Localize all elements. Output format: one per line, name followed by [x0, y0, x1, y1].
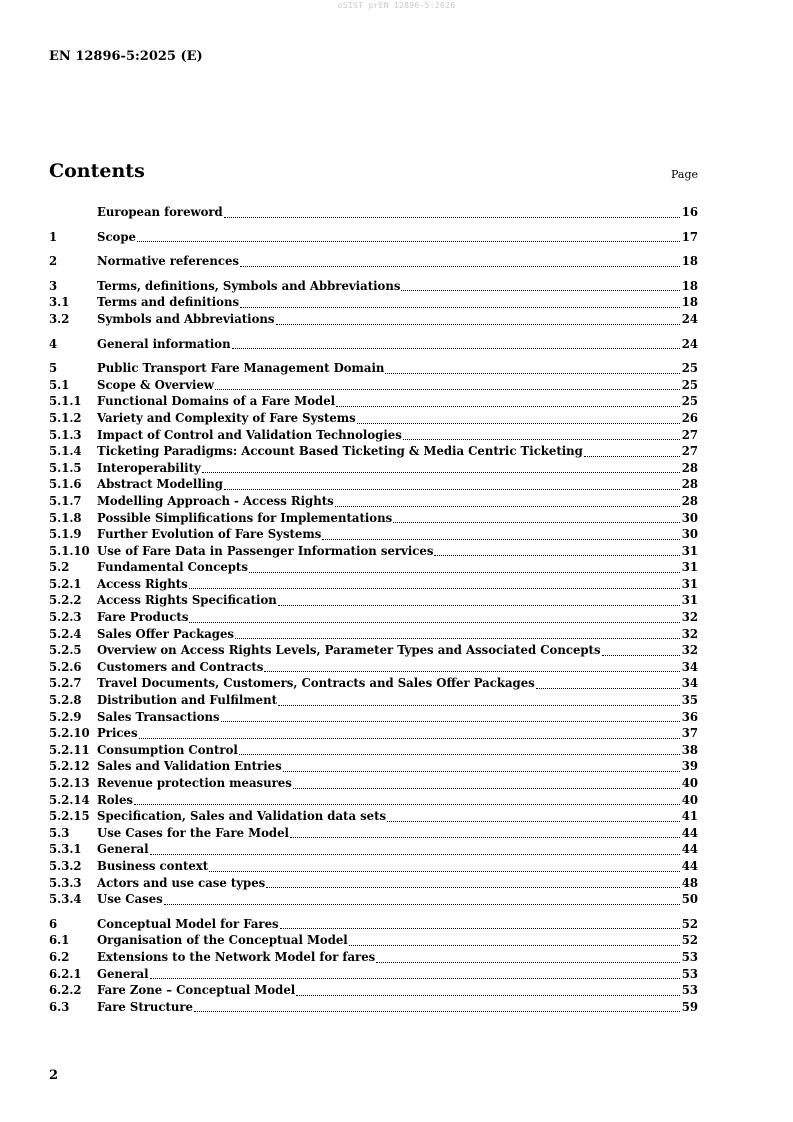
toc-entry-title: Fare Products [97, 610, 189, 625]
toc-entry-number: 5.2.2 [49, 593, 82, 608]
toc-entry[interactable] [49, 825, 698, 842]
toc-entry-title: Terms, definitions, Symbols and Abbreviations [97, 278, 401, 293]
toc-entry[interactable] [49, 841, 698, 858]
toc-dot-leader [602, 655, 680, 656]
toc-dot-leader [239, 754, 680, 755]
toc-dot-leader [376, 962, 680, 963]
toc-entry-title: Conceptual Model for Fares [97, 916, 279, 931]
toc-entry-page: 31 [681, 576, 698, 591]
toc-entry-number: 5.2.7 [49, 676, 82, 691]
toc-entry-page: 30 [681, 527, 698, 542]
toc-entry[interactable] [49, 675, 698, 692]
toc-entry[interactable] [49, 510, 698, 527]
toc-entry-title: Distribution and Fulfilment [97, 693, 277, 708]
toc-entry-page: 53 [681, 949, 698, 964]
toc-dot-leader [194, 1011, 680, 1012]
toc-entry-title: Roles [97, 792, 133, 807]
toc-entry[interactable] [49, 775, 698, 792]
page-number: 2 [49, 1068, 59, 1083]
toc-entry-number: 5.2.11 [49, 742, 90, 757]
toc-entry-title: Customers and Contracts [97, 659, 264, 674]
toc-entry-number: 2 [49, 254, 58, 269]
toc-entry-title: Use Cases for the Fare Model [97, 825, 289, 840]
toc-entry-page: 36 [681, 709, 698, 724]
toc-entry-number: 5.2 [49, 560, 70, 575]
toc-entry-number: 5.2.8 [49, 693, 82, 708]
toc-entry-page: 31 [681, 543, 698, 558]
toc-dot-leader [296, 995, 680, 996]
toc-entry-title: Public Transport Fare Management Domain [97, 361, 385, 376]
toc-entry-title: Normative references [97, 254, 239, 269]
toc-entry-number: 6.2.1 [49, 966, 82, 981]
toc-entry-number: 3 [49, 278, 58, 293]
toc-dot-leader [385, 373, 679, 374]
toc-entry-title: Consumption Control [97, 742, 238, 757]
toc-entry-number: 5.1.9 [49, 527, 82, 542]
toc-entry-title: Sales Offer Packages [97, 626, 234, 641]
toc-entry-page: 44 [681, 858, 698, 873]
toc-entry-title: Scope [97, 229, 136, 244]
toc-entry-page: 28 [681, 460, 698, 475]
toc-entry-title: Modelling Approach - Access Rights [97, 493, 334, 508]
toc-entry-title: Further Evolution of Fare Systems [97, 527, 322, 542]
toc-dot-leader [249, 572, 680, 573]
toc-entry-page: 31 [681, 560, 698, 575]
toc-entry[interactable] [49, 916, 698, 933]
toc-entry-title: Variety and Complexity of Fare Systems [97, 410, 356, 425]
toc-entry-number: 3.1 [49, 295, 70, 310]
toc-entry-number: 5.2.14 [49, 792, 90, 807]
toc-dot-leader [215, 389, 680, 390]
toc-entry-number: 5.2.15 [49, 809, 90, 824]
toc-entry-title: Symbols and Abbreviations [97, 311, 275, 326]
toc-entry-number: 6.2.2 [49, 983, 82, 998]
toc-entry-title: Ticketing Paradigms: Account Based Ticketing & Media Centric Ticketing [97, 444, 583, 459]
toc-dot-leader [224, 217, 680, 218]
toc-entry-title: Use of Fare Data in Passenger Information services [97, 543, 434, 558]
toc-dot-leader [387, 821, 680, 822]
toc-entry[interactable] [49, 592, 698, 609]
toc-entry-title: Possible Simplifications for Implementations [97, 510, 393, 525]
toc-entry-number: 6.2 [49, 949, 70, 964]
toc-entry[interactable] [49, 377, 698, 394]
toc-dot-leader [322, 539, 679, 540]
toc-entry-number: 5.1.3 [49, 427, 82, 442]
toc-entry-title: Fundamental Concepts [97, 560, 248, 575]
toc-entry-title: Revenue protection measures [97, 776, 292, 790]
toc-entry-page: 52 [681, 916, 698, 931]
toc-entry[interactable] [49, 229, 698, 246]
toc-dot-leader [235, 638, 680, 639]
toc-dot-leader [134, 804, 680, 805]
toc-entry-page: 27 [681, 427, 698, 442]
toc-entry-title: Access Rights Specification [97, 593, 277, 608]
toc-entry-page: 25 [681, 377, 698, 392]
toc-entry[interactable] [49, 999, 698, 1016]
toc-entry-page: 34 [681, 676, 698, 691]
toc-dot-leader [584, 456, 680, 457]
toc-entry-page: 28 [681, 493, 698, 508]
toc-entry[interactable] [49, 709, 698, 726]
toc-entry-number: 6.3 [49, 999, 70, 1014]
toc-dot-leader [349, 945, 680, 946]
toc-entry-number: 5.2.12 [49, 759, 90, 774]
toc-entry-page: 26 [681, 410, 698, 425]
toc-entry-number: 5.2.1 [49, 576, 82, 591]
toc-entry-number: 5.1.4 [49, 444, 82, 459]
toc-entry-page: 32 [681, 626, 698, 641]
toc-entry-title: Abstract Modelling [97, 477, 223, 492]
toc-entry[interactable] [49, 360, 698, 377]
toc-entry[interactable] [49, 526, 698, 543]
toc-entry[interactable] [49, 966, 698, 983]
toc-dot-leader [189, 622, 679, 623]
toc-entry[interactable] [49, 626, 698, 643]
toc-dot-leader [434, 555, 679, 556]
toc-entry-title: Sales Transactions [97, 709, 220, 724]
toc-entry[interactable] [49, 393, 698, 410]
toc-entry-number: 5.1.1 [49, 394, 82, 409]
toc-dot-leader [293, 788, 680, 789]
toc-entry-page: 44 [681, 825, 698, 840]
toc-entry-number: 5.2.13 [49, 776, 90, 790]
toc-entry-title: General [97, 842, 149, 857]
toc-dot-leader [280, 928, 680, 929]
toc-entry-number: 5 [49, 361, 58, 376]
toc-entry-title: Overview on Access Rights Levels, Parameter Types and Associated Concepts [97, 643, 601, 658]
toc-entry-page: 40 [681, 776, 698, 790]
toc-dot-leader [139, 738, 680, 739]
toc-entry[interactable] [49, 410, 698, 427]
toc-entry-page: 52 [681, 933, 698, 948]
toc-entry-page: 41 [681, 809, 698, 824]
toc-dot-leader [336, 406, 680, 407]
toc-entry[interactable] [49, 742, 698, 759]
toc-entry-title: Interoperability [97, 460, 201, 475]
toc-entry-title: Scope & Overview [97, 377, 214, 392]
toc-entry-number: 5.2.9 [49, 709, 82, 724]
toc-entry[interactable] [49, 642, 698, 659]
toc-entry-page: 44 [681, 842, 698, 857]
toc-entry[interactable] [49, 543, 698, 560]
toc-dot-leader [221, 721, 680, 722]
toc-entry[interactable] [49, 609, 698, 626]
toc-entry[interactable] [49, 692, 698, 709]
toc-entry-page: 53 [681, 966, 698, 981]
toc-entry-page: 18 [681, 278, 698, 293]
toc-dot-leader [278, 705, 680, 706]
toc-entry[interactable] [49, 576, 698, 593]
toc-entry[interactable] [49, 493, 698, 510]
toc-entry[interactable] [49, 204, 698, 221]
toc-entry-page: 24 [681, 336, 698, 351]
toc-entry[interactable] [49, 858, 698, 875]
toc-dot-leader [283, 771, 680, 772]
toc-dot-leader [335, 506, 680, 507]
toc-entry[interactable] [49, 443, 698, 460]
toc-entry-page: 31 [681, 593, 698, 608]
toc-entry-number: 5.2.5 [49, 643, 82, 658]
toc-entry-number: 5.1.8 [49, 510, 82, 525]
toc-dot-leader [150, 978, 680, 979]
toc-dot-leader [164, 904, 680, 905]
toc-dot-leader [189, 588, 680, 589]
toc-entry-number: 3.2 [49, 311, 70, 326]
toc-entry[interactable] [49, 725, 698, 742]
toc-entry-number: 5.2.3 [49, 610, 82, 625]
toc-entry[interactable] [49, 949, 698, 966]
toc-dot-leader [290, 837, 680, 838]
document-id: EN 12896-5:2025 (E) [49, 49, 203, 64]
toc-entry-number: 5.3.3 [49, 875, 82, 890]
toc-entry-number: 5.1.7 [49, 493, 82, 508]
toc-dot-leader [403, 439, 680, 440]
toc-entry-page: 37 [681, 726, 698, 741]
toc-entry-number: 5.1.6 [49, 477, 82, 492]
toc-dot-leader [266, 887, 680, 888]
toc-entry-number: 5.1.10 [49, 543, 90, 558]
toc-entry-number: 5.3.2 [49, 858, 82, 873]
toc-entry-number: 6.1 [49, 933, 70, 948]
toc-dot-leader [278, 605, 680, 606]
toc-entry[interactable] [49, 460, 698, 477]
toc-entry-page: 53 [681, 983, 698, 998]
toc-entry-page: 32 [681, 610, 698, 625]
toc-entry-page: 38 [681, 742, 698, 757]
toc-entry-number: 5.2.6 [49, 659, 82, 674]
toc-entry-title: Sales and Validation Entries [97, 759, 282, 774]
toc-dot-leader [536, 688, 680, 689]
toc-entry-number: 4 [49, 336, 58, 351]
toc-entry-title: Impact of Control and Validation Technologies [97, 427, 402, 442]
toc-entry-number: 5.1.5 [49, 460, 82, 475]
toc-entry-number: 5.1.2 [49, 410, 82, 425]
toc-entry-page: 48 [681, 875, 698, 890]
watermark: oSIST prEN 12896-5:2026 [337, 1, 456, 10]
toc-entry-page: 16 [681, 205, 698, 219]
toc-entry-number: 5.3 [49, 825, 70, 840]
toc-entry-title: Use Cases [97, 892, 163, 907]
toc-entry-page: 50 [681, 892, 698, 907]
toc-entry-number: 1 [49, 229, 58, 244]
toc-entry-page: 25 [681, 394, 698, 409]
toc-entry-page: 59 [681, 999, 698, 1014]
toc-entry-title: Organisation of the Conceptual Model [97, 933, 348, 948]
toc-dot-leader [240, 307, 680, 308]
toc-dot-leader [150, 854, 680, 855]
toc-entry[interactable] [49, 808, 698, 825]
toc-entry-title: European foreword [97, 205, 223, 219]
toc-entry-title: Prices [97, 726, 138, 741]
toc-entry[interactable] [49, 476, 698, 493]
toc-dot-leader [209, 871, 680, 872]
toc-entry-number: 5.2.10 [49, 726, 90, 741]
toc-dot-leader [224, 489, 680, 490]
toc-entry-title: Specification, Sales and Validation data sets [97, 809, 387, 824]
toc-entry[interactable] [49, 792, 698, 809]
toc-entry[interactable] [49, 659, 698, 676]
toc-entry-title: Travel Documents, Customers, Contracts and Sales Offer Packages [97, 676, 535, 691]
toc-entry[interactable] [49, 294, 698, 311]
toc-entry-page: 27 [681, 444, 698, 459]
toc-entry[interactable] [49, 336, 698, 353]
toc-entry-page: 18 [681, 254, 698, 269]
toc-dot-leader [401, 290, 679, 291]
toc-entry-page: 32 [681, 643, 698, 658]
toc-dot-leader [357, 423, 680, 424]
toc-entry[interactable] [49, 982, 698, 999]
toc-entry-number: 6 [49, 916, 58, 931]
toc-entry-title: Fare Zone – Conceptual Model [97, 983, 296, 998]
toc-entry-number: 5.3.1 [49, 842, 82, 857]
toc-entry-number: 5.3.4 [49, 892, 82, 907]
toc-entry[interactable] [49, 758, 698, 775]
toc-entry-number: 5.1 [49, 377, 70, 392]
toc-entry[interactable] [49, 932, 698, 949]
toc-entry-title: General [97, 966, 149, 981]
toc-entry-page: 39 [681, 759, 698, 774]
toc-entry[interactable] [49, 559, 698, 576]
toc-entry-page: 17 [681, 229, 698, 244]
toc-entry[interactable] [49, 278, 698, 295]
toc-dot-leader [276, 324, 680, 325]
contents-title: Contents [49, 160, 145, 182]
toc-entry-page: 35 [681, 693, 698, 708]
toc-entry-title: Access Rights [97, 576, 188, 591]
toc-entry[interactable] [49, 427, 698, 444]
toc-dot-leader [202, 472, 680, 473]
toc-entry-page: 34 [681, 659, 698, 674]
toc-entry-title: Functional Domains of a Fare Model [97, 394, 336, 409]
toc-entry-title: Extensions to the Network Model for fares [97, 949, 376, 964]
toc-dot-leader [240, 266, 680, 267]
toc-entry-page: 25 [681, 361, 698, 376]
toc-entry-page: 24 [681, 311, 698, 326]
toc-entry-title: Fare Structure [97, 999, 193, 1014]
toc-entry-page: 30 [681, 510, 698, 525]
toc-entry-page: 18 [681, 295, 698, 310]
table-of-contents [49, 204, 698, 1015]
toc-entry-title: General information [97, 336, 231, 351]
toc-entry[interactable] [49, 253, 698, 270]
toc-dot-leader [393, 522, 680, 523]
toc-entry[interactable] [49, 311, 698, 328]
toc-entry-title: Actors and use case types [97, 875, 266, 890]
toc-entry-page: 28 [681, 477, 698, 492]
toc-entry-title: Business context [97, 858, 209, 873]
toc-entry-number: 5.2.4 [49, 626, 82, 641]
page-column-label: Page [671, 168, 699, 181]
toc-dot-leader [264, 671, 679, 672]
toc-entry[interactable] [49, 891, 698, 908]
toc-entry-page: 40 [681, 792, 698, 807]
toc-dot-leader [232, 348, 680, 349]
toc-dot-leader [137, 241, 680, 242]
toc-entry[interactable] [49, 875, 698, 892]
toc-entry-title: Terms and definitions [97, 295, 240, 310]
